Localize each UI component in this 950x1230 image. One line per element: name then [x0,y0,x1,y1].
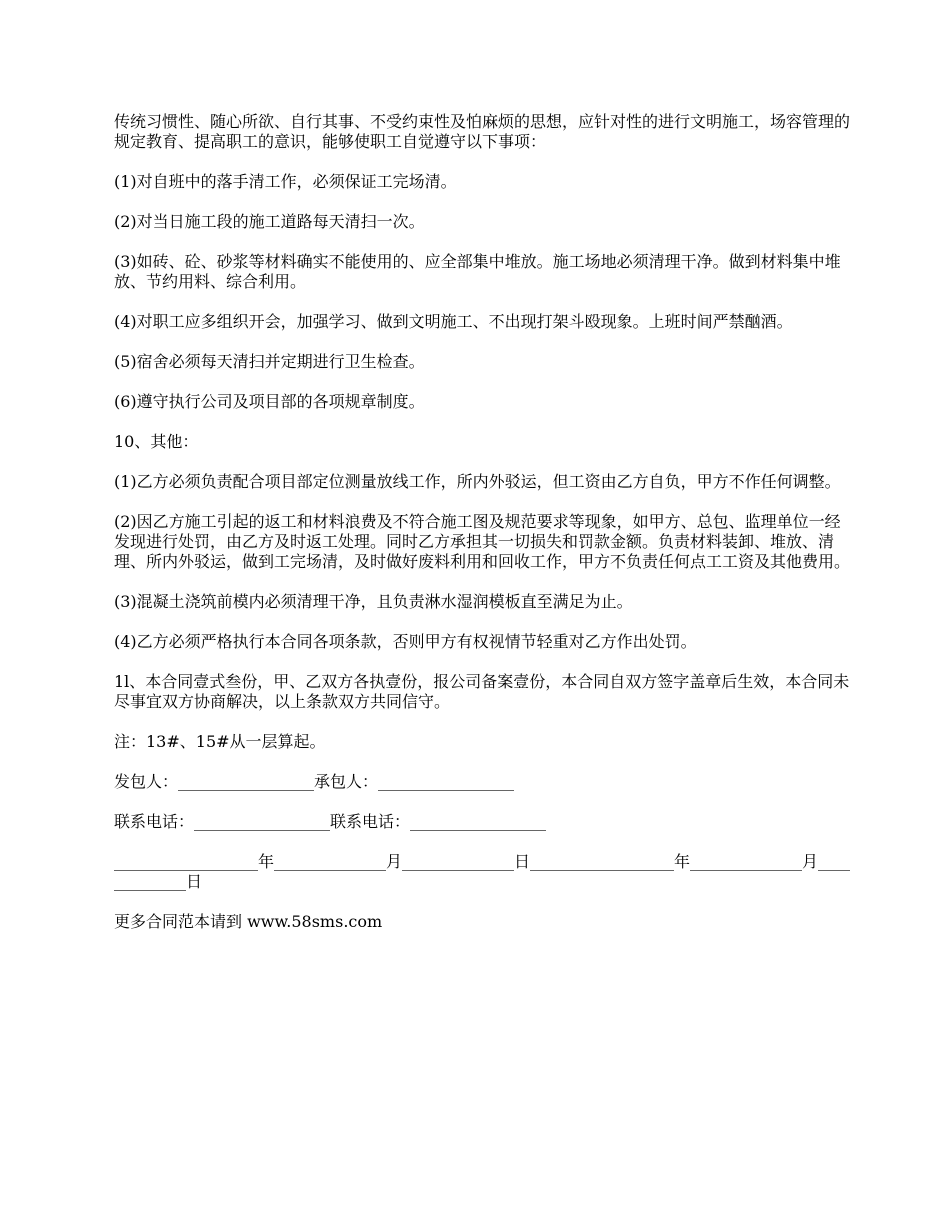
paragraph-item-2: (2)对当日施工段的施工道路每天清扫一次。 [114,212,425,231]
date-line: __________________年______________月______________日__________________年______________月_____________日 [114,852,851,891]
paragraph-item-4: (4)对职工应多组织开会，加强学习、做到文明施工、不出现打架斗殴现象。上班时间严禁酗酒。 [114,312,793,331]
paragraph-item-5: (5)宿舍必须每天清扫并定期进行卫生检查。 [114,352,425,371]
paragraph-other-2: (2)因乙方施工引起的返工和材料浪费及不符合施工图及规范要求等现象，如甲方、总包、监理单位一经发现进行处罚，由乙方及时返工处理。同时乙方承担其一切损失和罚款金额。负责材料装卸、堆放、清理、所内外驳运，做到工完场清，及时做好废料利用和回收工作，甲方不负责任何点工工资及其他费用。 [114,512,851,571]
paragraph-intro: 传统习惯性、随心所欲、自行其事、不受约束性及怕麻烦的思想，应针对性的进行文明施工，场容管理的规定教育、提高职工的意识，能够使职工自觉遵守以下事项： [114,112,851,151]
paragraph-clause-11: 1l、本合同壹式叁份，甲、乙双方各执壹份，报公司备案壹份，本合同自双方签字盖章后生效，本合同未尽事宜双方协商解决，以上条款双方共同信守。 [114,672,850,711]
paragraph-other-4: (4)乙方必须严格执行本合同各项条款，否则甲方有权视情节轻重对乙方作出处罚。 [114,632,697,651]
phone-line: 联系电话：_________________联系电话：_________________ [114,812,547,831]
paragraph-item-6: (6)遵守执行公司及项目部的各项规章制度。 [114,392,425,411]
document-body [114,112,854,952]
paragraph-item-1: (1)对自班中的落手清工作，必须保证工完场清。 [114,172,457,191]
signature-parties-line: 发包人：_________________承包人：_________________ [114,772,515,791]
paragraph-other-1: (1)乙方必须负责配合项目部定位测量放线工作，所内外驳运，但工资由乙方自负，甲方不作任何调整。 [114,472,841,491]
section-heading-other: 10、其他： [114,432,199,451]
note-paragraph: 注：13#、15#从一层算起。 [114,732,326,751]
paragraph-other-3: (3)混凝土浇筑前模内必须清理干净，且负责淋水湿润模板直至满足为止。 [114,592,633,611]
paragraph-item-3: (3)如砖、砼、砂浆等材料确实不能使用的、应全部集中堆放。施工场地必须清理干净。做到材料集中堆放、节约用料、综合利用。 [114,252,841,291]
footer-link-text: 更多合同范本请到 www.58sms.com [114,912,383,931]
